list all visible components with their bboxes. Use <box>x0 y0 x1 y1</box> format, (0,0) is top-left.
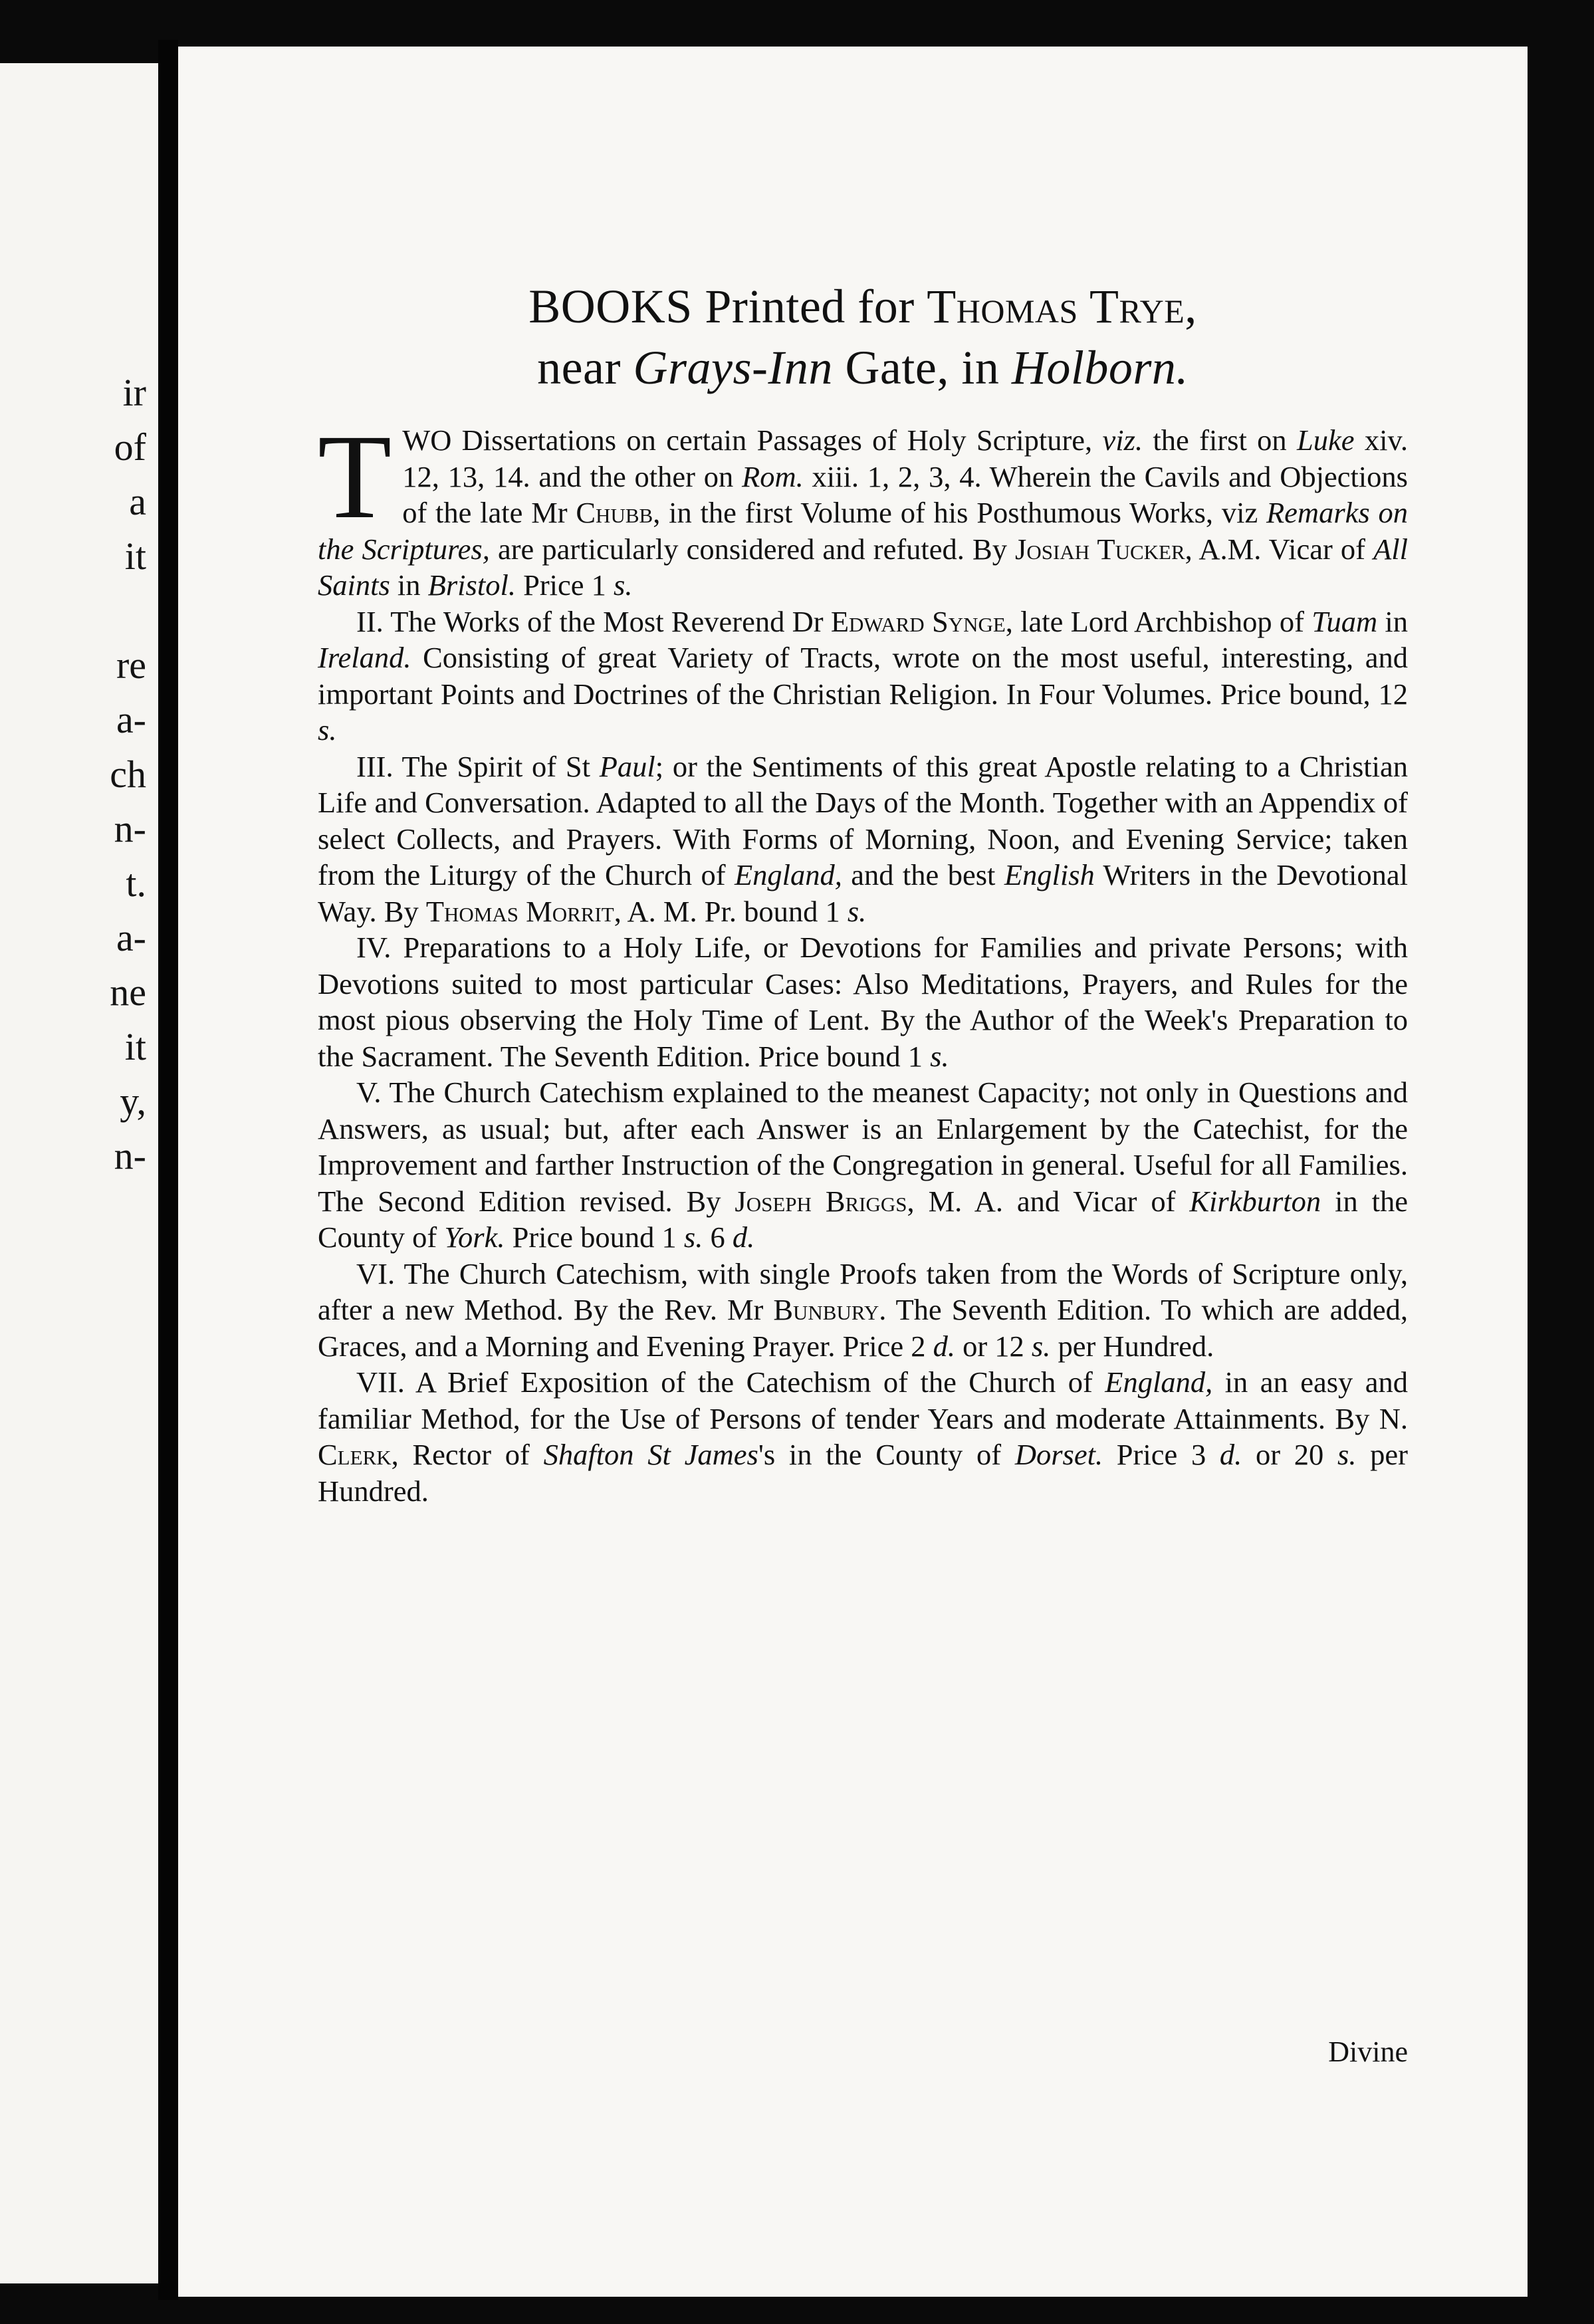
left-fragment: t. <box>126 862 146 905</box>
entry-text: , late Lord Archbishop of <box>1005 604 1312 638</box>
heading-printer-name: Thomas Trye <box>927 280 1185 333</box>
entry-italic: d. <box>933 1329 955 1363</box>
book-list <box>318 410 1408 1509</box>
entry-text: 6 <box>703 1220 733 1254</box>
book-entry-1 <box>318 410 1408 604</box>
entry-text: , A. M. Pr. bound 1 <box>614 894 848 928</box>
entry-text: . The Seventh Edition. To which are added, Graces, and a Morning and Evening Prayer. Price 2 <box>318 1293 1408 1363</box>
entry-text: in the County of <box>318 1184 1408 1254</box>
left-fragment: n- <box>114 807 146 850</box>
entry-text: Writers in the Devotional Way. By <box>318 858 1408 928</box>
entry-text: xiv. 12, 13, 14. and the other on <box>402 423 1408 493</box>
entry-italic: s. <box>614 568 633 602</box>
entry-text: IV. Preparations to a Holy Life, or Devotions for Families and private Persons; with Devotions suited to most particular Cases: Also Meditations, Prayers, and Rules for the most pious observing the Holy Time of Lent. By the Author of the Week's Preparation to the Sacrament. The Seventh Edition. Price bound 1 <box>318 931 1408 1073</box>
entry-text: per Hundred. <box>1050 1329 1214 1363</box>
entry-text: the first on <box>1143 423 1298 457</box>
entry-text: xiii. 1, 2, 3, 4. Wherein the Cavils and Objections of the late Mr <box>402 459 1408 529</box>
entry-text: , in the first Volume of his Posthumous Works, viz <box>653 496 1266 529</box>
left-fragment <box>110 584 146 638</box>
entry-italic: English <box>1004 858 1095 891</box>
book-entry-5 <box>318 1074 1408 1256</box>
entry-text: ; or the Sentiments of this great Apostle relating to a Christian Life and Conversation. Adapted to all the Days of the Month. Together with an Appendix of select Collects, and Prayers. With Forms of Morning, Noon, and Evening Service; taken from the Liturgy of the Church of <box>318 749 1408 891</box>
entry-italic: Luke <box>1297 423 1355 457</box>
entry-text: in <box>390 568 428 602</box>
heading-gate-in: Gate, in <box>832 341 1012 394</box>
entry-text: and the best <box>842 858 1004 891</box>
entry-name: Joseph Briggs <box>735 1184 907 1218</box>
entry-italic: s. <box>1337 1438 1357 1471</box>
entry-italic: s. <box>847 894 867 928</box>
entry-text: VII. A Brief Exposition of the Catechism of the Church of <box>356 1365 1105 1399</box>
entry-italic: England, <box>1105 1365 1213 1399</box>
entry-italic: s. <box>318 713 337 747</box>
heading-comma: , <box>1185 280 1197 333</box>
entry-text: II. The Works of the Most Reverend Dr <box>356 604 831 638</box>
entry-italic: Kirkburton <box>1189 1184 1321 1218</box>
entry-text: , Rector of <box>391 1438 544 1471</box>
catchword: Divine <box>1328 2035 1408 2068</box>
left-fragment: a- <box>116 916 146 959</box>
entry-italic: viz. <box>1102 423 1143 457</box>
left-fragment: ch <box>110 753 146 796</box>
entry-text: III. The Spirit of St <box>356 749 600 783</box>
entry-italic: All Saints <box>318 532 1408 602</box>
entry-italic: York. <box>444 1220 505 1254</box>
entry-italic: s. <box>930 1039 949 1073</box>
left-fragment: ne <box>110 971 146 1014</box>
entry-text: Consisting of great Variety of Tracts, wrote on the most useful, interesting, and important Points and Doctrines of the Christian Religion. In Four Volumes. Price bound, 12 <box>318 641 1408 711</box>
page-heading <box>318 276 1408 337</box>
entry-text: Price 3 <box>1103 1438 1220 1471</box>
entry-italic: Shafton St James <box>543 1438 758 1471</box>
left-fragment: of <box>114 425 146 469</box>
heading-printed-for: Printed for <box>692 280 927 333</box>
left-fragment: it <box>124 1025 146 1068</box>
left-page-edge <box>0 63 160 2283</box>
entry-italic: Ireland. <box>318 641 411 674</box>
page-content <box>318 276 1408 1509</box>
entry-italic: England, <box>734 858 842 891</box>
left-fragment: a <box>129 480 146 523</box>
entry-italic: Paul <box>599 749 655 783</box>
left-fragment: y, <box>120 1080 146 1123</box>
left-page-text-fragments <box>110 366 146 1183</box>
book-entry-2 <box>318 604 1408 749</box>
entry-italic: Remarks on the Scriptures, <box>318 496 1408 566</box>
left-fragment: re <box>116 643 146 687</box>
book-entry-6 <box>318 1256 1408 1365</box>
entry-name: Bunbury <box>773 1293 879 1326</box>
entry-text: are particularly considered and refuted. By <box>489 532 1016 566</box>
book-gutter <box>158 40 178 2300</box>
left-fragment: a- <box>116 698 146 741</box>
entry-name: Chubb <box>576 496 653 529</box>
entry-text: in an easy and familiar Method, for the Use of Persons of tender Years and moderate Attainments. By N. <box>318 1365 1408 1435</box>
entry-text: in <box>1377 604 1408 638</box>
entry-name: Clerk <box>318 1438 392 1471</box>
drop-cap: T <box>318 410 392 544</box>
entry-text: , M. A. and Vicar of <box>907 1184 1190 1218</box>
entry-text: or 20 <box>1242 1438 1337 1471</box>
entry-italic: Tuam <box>1311 604 1378 638</box>
page-heading-address <box>318 337 1408 398</box>
entry-italic: Bristol. <box>427 568 516 602</box>
book-page <box>178 47 1528 2297</box>
entry-italic: d. <box>1219 1438 1242 1471</box>
left-fragment: it <box>124 534 146 578</box>
entry-text: VI. The Church Catechism, with single Proofs taken from the Words of Scripture only, after a new Method. By the Rev. Mr <box>318 1256 1408 1326</box>
heading-grays-inn: Grays-Inn <box>633 341 833 394</box>
book-entry-3 <box>318 749 1408 930</box>
entry-italic: d. <box>732 1220 755 1254</box>
book-entry-7 <box>318 1364 1408 1509</box>
heading-holborn: Holborn. <box>1011 341 1189 394</box>
entry-text: per Hundred. <box>318 1438 1408 1508</box>
entry-text: Price 1 <box>515 568 614 602</box>
entry-text: or 12 <box>955 1329 1032 1363</box>
entry-text: 's in the County of <box>758 1438 1015 1471</box>
entry-italic: s. <box>683 1220 703 1254</box>
entry-italic: s. <box>1031 1329 1051 1363</box>
entry-text: Price bound 1 <box>505 1220 684 1254</box>
heading-near: near <box>537 341 633 394</box>
heading-books: BOOKS <box>528 280 693 333</box>
entry-text: WO Dissertations on certain Passages of Holy Scripture, <box>402 423 1103 457</box>
book-entry-4 <box>318 929 1408 1074</box>
entry-name: Thomas Morrit <box>425 894 614 928</box>
entry-name: Josiah Tucker <box>1015 532 1185 566</box>
entry-italic: Rom. <box>742 459 804 493</box>
entry-text: , A.M. Vicar of <box>1185 532 1374 566</box>
entry-italic: Dorset. <box>1014 1438 1103 1471</box>
left-fragment: ir <box>122 371 146 414</box>
entry-name: Edward Synge <box>830 604 1006 638</box>
entry-text: V. The Church Catechism explained to the meanest Capacity; not only in Questions and Answers, as usual; but, after each Answer is an Enlargement by the Catechist, for the Improvement and farther Instruction of the Congregation in general. Useful for all Families. The Second Edition revised. By <box>318 1076 1408 1218</box>
left-fragment: n- <box>114 1134 146 1177</box>
